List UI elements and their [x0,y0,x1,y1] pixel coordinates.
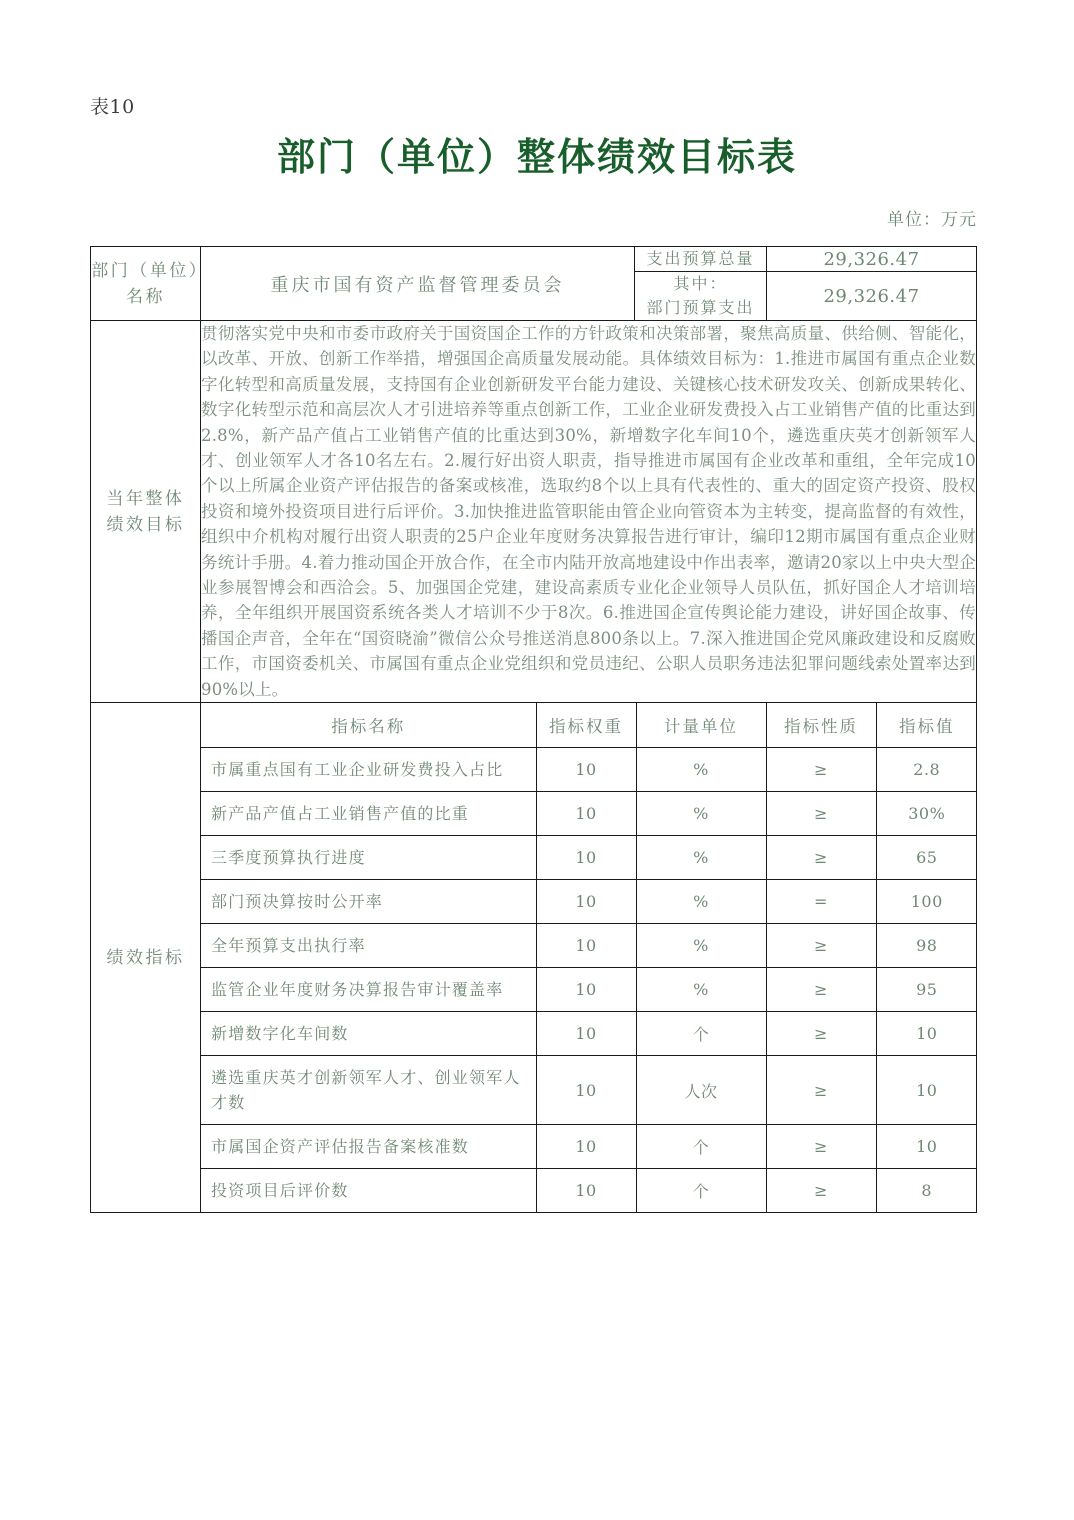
annual-goals-text: 贯彻落实党中央和市委市政府关于国资国企工作的方针政策和决策部署，聚焦高质量、供给侧、智能化，以改革、开放、创新工作举措，增强国企高质量发展动能。具体绩效目标为：1.推进市属国有重点企业数字化转型和高质量发展，支持国有企业创新研发平台能力建设、关键核心技术研发攻关、创新成果转化、数字化转型示范和高层次人才引进培养等重点创新工作，工业企业研发费投入占工业销售产值的比重达到2.8%，新产品产值占工业销售产值的比重达到30%，新增数字化车间10个，遴选重庆英才创新领军人才、创业领军人才各10名左右。2.履行好出资人职责，指导推进市属国有企业改革和重组，全年完成10个以上所属企业资产评估报告的备案或核准，选取约8个以上具有代表性的、重大的固定资产投资、股权投资和境外投资项目进行后评价。3.加快推进监管职能由管企业向管资本为主转变，提高监督的有效性，组织中介机构对履行出资人职责的25户企业年度财务决算报告进行审计，编印12期市属国有重点企业财务统计手册。4.着力推动国企开放合作，在全市内陆开放高地建设中作出表率，邀请20家以上中央大型企业参展智博会和西洽会。5、加强国企党建，建设高素质专业化企业领导人员队伍，抓好国企人才培训培养，全年组织开展国资系统各类人才培训不少于8次。6.推进国企宣传舆论能力建设，讲好国企故事、传播国企声音，全年在“国资晓渝”微信公众号推送消息800条以上。7.深入推进国企党风廉政建设和反腐败工作，市国资委机关、市属国有重点企业党组织和党员违纪、公职人员职务违法犯罪问题线索处置率达到90%以上。 [201,324,976,699]
budget-dept-label [635,272,767,321]
indicator-name: 遴选重庆英才创新领军人才、创业领军人才数 [201,1056,536,1125]
indicator-weight: 10 [536,1125,636,1169]
performance-target-table [90,246,977,1213]
indicator-weight: 10 [536,1012,636,1056]
page-title: 部门（单位）整体绩效目标表 [276,134,797,179]
table-number-label: 表10 [90,96,135,118]
unit-note: 单位：万元 [887,210,977,230]
indicator-unit: 个 [636,1012,766,1056]
indicator-value: 10 [876,1012,977,1056]
indicator-nature: ≥ [766,748,876,792]
indicator-unit: % [636,968,766,1012]
column-header-weight: 指标权重 [536,703,636,748]
table-row [201,792,977,836]
indicator-weight: 10 [536,880,636,924]
indicator-value: 10 [876,1056,977,1125]
department-name-value: 重庆市国有资产监督管理委员会 [201,247,635,321]
indicator-name: 部门预决算按时公开率 [201,880,536,924]
annual-goals-cell [201,321,977,703]
performance-indicators-row-label: 绩效指标 [91,703,201,1213]
indicator-weight: 10 [536,748,636,792]
indicator-weight: 10 [536,924,636,968]
budget-dept-label-line2: 部门预算支出 [646,298,755,317]
indicator-weight: 10 [536,836,636,880]
indicator-weight: 10 [536,1169,636,1213]
indicators-body [201,748,977,1213]
table-row [201,968,977,1012]
annual-goals-label-line1: 当年整体 [106,488,185,509]
indicator-value: 98 [876,924,977,968]
indicator-name: 全年预算支出执行率 [201,924,536,968]
indicator-name: 市属国企资产评估报告备案核准数 [201,1125,536,1169]
indicator-unit: % [636,880,766,924]
indicators-table [201,703,977,1212]
indicator-value: 65 [876,836,977,880]
table-row [201,1125,977,1169]
indicator-unit: % [636,836,766,880]
table-row [201,1056,977,1125]
indicator-unit: 个 [636,1125,766,1169]
table-row [201,924,977,968]
indicator-weight: 10 [536,792,636,836]
indicator-nature: ≥ [766,968,876,1012]
performance-indicators-row [91,703,977,1213]
indicator-name: 新产品产值占工业销售产值的比重 [201,792,536,836]
indicator-nature: ≥ [766,792,876,836]
indicator-nature: ≥ [766,1125,876,1169]
indicator-nature: ≥ [766,1012,876,1056]
table-row [201,836,977,880]
annual-goals-row-label [91,321,201,703]
indicator-unit: % [636,748,766,792]
department-info-row [91,247,977,272]
indicator-value: 10 [876,1125,977,1169]
annual-goals-label-line2: 绩效目标 [106,514,185,535]
table-row [201,1169,977,1213]
column-header-unit: 计量单位 [636,703,766,748]
indicator-name: 监管企业年度财务决算报告审计覆盖率 [201,968,536,1012]
budget-total-value: 29,326.47 [767,247,977,272]
indicator-nature: ≥ [766,836,876,880]
indicator-name: 新增数字化车间数 [201,1012,536,1056]
table-row [201,748,977,792]
annual-goals-row [91,321,977,703]
indicator-nature: ≥ [766,1169,876,1213]
table-row [201,880,977,924]
column-header-indicator-name: 指标名称 [201,703,536,748]
indicator-name: 投资项目后评价数 [201,1169,536,1213]
indicator-value: 2.8 [876,748,977,792]
indicator-value: 95 [876,968,977,1012]
indicator-unit: % [636,792,766,836]
indicator-weight: 10 [536,968,636,1012]
indicator-value: 30% [876,792,977,836]
indicator-unit: % [636,924,766,968]
indicator-nature: ≥ [766,1056,876,1125]
indicator-unit: 个 [636,1169,766,1213]
indicator-value: 8 [876,1169,977,1213]
indicator-value: 100 [876,880,977,924]
indicators-header-row [201,703,977,748]
department-name-row-label: 部门（单位）名称 [91,247,201,321]
indicator-unit: 人次 [636,1056,766,1125]
indicator-nature: = [766,880,876,924]
indicator-name: 三季度预算执行进度 [201,836,536,880]
budget-total-label: 支出预算总量 [635,247,767,272]
column-header-nature: 指标性质 [766,703,876,748]
performance-indicators-cell [201,703,977,1213]
indicator-weight: 10 [536,1056,636,1125]
column-header-value: 指标值 [876,703,977,748]
table-row [201,1012,977,1056]
budget-dept-value: 29,326.47 [767,272,977,321]
indicator-nature: ≥ [766,924,876,968]
budget-dept-label-line1: 其中： [673,274,728,293]
indicator-name: 市属重点国有工业企业研发费投入占比 [201,748,536,792]
